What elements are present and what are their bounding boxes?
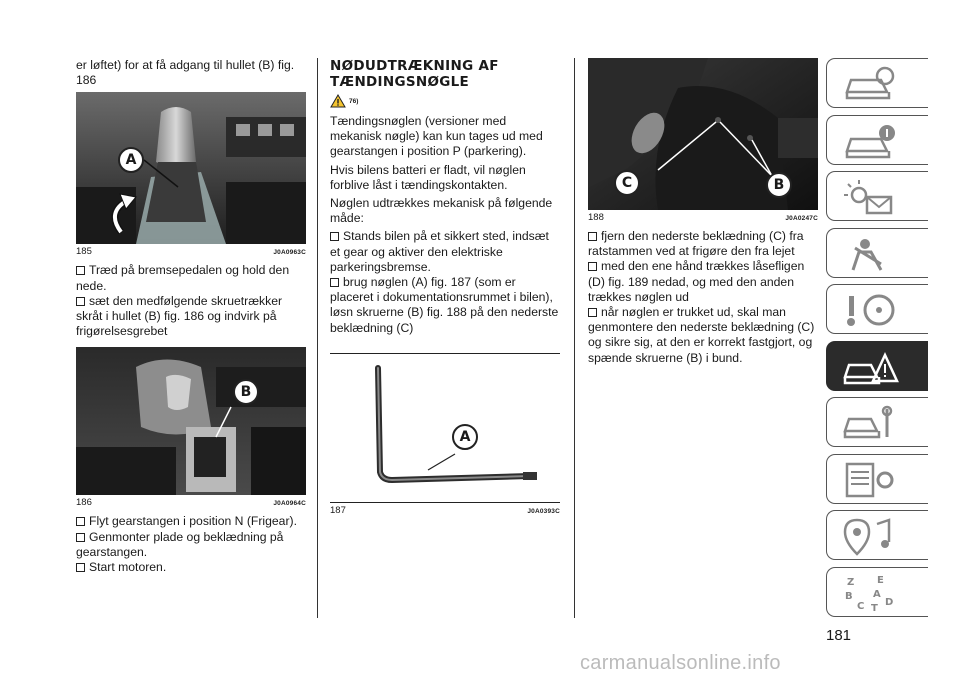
checkbox-bullet-icon [76,266,85,275]
column-divider [317,58,318,618]
figure-188-photo [588,58,818,210]
checkbox-bullet-icon [588,308,597,317]
figure-number: 185 [76,246,92,258]
figure-185-caption [76,246,306,257]
index-letter: Z [847,576,855,588]
gear-shift-photo [76,92,306,244]
page-number: 181 [826,627,852,644]
figure-code: J0A0247C [785,215,818,222]
step-item: når nøglen er trukket ud, skal man genmontere den nederste beklædning (C) og sikre sig, at den er korrekt fastgjort, og spænde skruerne (B) i bund. [588,305,815,365]
figure-code: J0A0964C [273,500,306,508]
checkbox-bullet-icon [588,262,597,271]
column-divider [574,58,575,618]
index-letter: T [871,602,878,613]
checkbox-bullet-icon [76,517,85,526]
warning-triangle-icon [330,94,346,108]
checkbox-bullet-icon [588,232,597,241]
tab-safety[interactable] [826,228,928,278]
technical-data-icon [841,460,901,500]
index-letter: D [885,596,894,608]
watermark-text: carmanualsonline.info [580,652,781,674]
step-item: Genmonter plade og beklædning på gearstangen. [76,529,284,559]
car-search-icon [841,64,901,104]
index-letter: A [873,588,881,600]
step-item: Stands bilen på et sikkert sted, indsæt et gear og aktiver den elektriske parkeringsbremse. [330,229,549,274]
tab-multimedia[interactable] [826,510,928,560]
section-heading: NØDUDTRÆKNING AF TÆNDINGSNØGLE [330,58,499,90]
checkbox-bullet-icon [330,232,339,241]
callout-a: A [118,147,144,173]
car-info-icon [841,121,901,161]
tab-index[interactable] [826,567,928,617]
emergency-icon [841,347,901,387]
figure-188-caption [588,212,818,223]
figure-185-photo [76,92,306,244]
index-icon [841,573,901,613]
tab-maintenance[interactable] [826,397,928,447]
step-item: sæt den medfølgende skruetrækker skråt i hullet (B) fig. 186 og indvirk på frigørelsesgrebet [76,293,283,339]
figure-186-caption [76,497,306,508]
intro-text: er løftet) for at få adgang til hullet (B) fig. 186 [76,58,295,88]
callout-c: C [614,170,640,196]
index-letter: B [845,590,853,602]
step-item: fjern den nederste beklædning (C) fra ratstammen ved at frigøre den fra lejet [588,229,804,259]
step-item: Træd på bremsepedalen og hold den nede. [76,263,290,293]
figure-187-image [330,354,560,502]
paragraph: Tændingsnøglen (versioner med mekanisk nøgle) kan kun tages ud med gearstangen i position P (parkering). [330,114,543,159]
checkbox-bullet-icon [76,533,85,542]
tab-emergency[interactable] [826,341,928,391]
figure-code: J0A0393C [527,507,560,515]
step-item: Flyt gearstangen i position N (Frigear). [76,514,306,529]
tab-warning-lights[interactable] [826,171,928,221]
figure-number: 187 [330,504,346,516]
column-2 [330,58,560,522]
figure-number: 186 [76,497,92,509]
checkbox-bullet-icon [76,563,85,572]
chapter-tabs [826,58,928,623]
tab-car-knowledge[interactable] [826,58,928,108]
checkbox-bullet-icon [330,278,339,287]
warning-ref-number: 76) [349,97,359,105]
figure-bottom-rule [330,502,560,503]
warning-reference [330,94,560,108]
tab-dashboard[interactable] [826,115,928,165]
index-letter: C [857,600,865,612]
step-item: Start motoren. [76,560,306,575]
paragraph: Hvis bilens batteri er fladt, vil nøglen forblive låst i tændingskontakten. [330,162,526,192]
column-1 [76,58,306,575]
warning-lights-icon [841,177,901,217]
column-3 [588,58,818,366]
step-item: brug nøglen (A) fig. 187 (som er placeret i dokumentationsrummet i bilen), løsn skruerne (B) fig. 188 på den nederste beklædning (C) [330,275,559,335]
figure-number: 188 [588,212,604,223]
callout-b: B [233,379,259,405]
callout-a: A [452,424,478,450]
emergency-key-drawing [330,354,560,502]
figure-187-caption [330,505,560,516]
multimedia-icon [841,516,901,556]
index-letter: E [877,574,884,586]
tab-starting-driving[interactable] [826,284,928,334]
tab-technical-data[interactable] [826,454,928,504]
gear-plate-photo [76,347,306,495]
checkbox-bullet-icon [76,297,85,306]
paragraph: Nøglen udtrækkes mekanisk på følgende måde: [330,196,553,226]
safety-airbag-icon [841,234,901,274]
step-item: med den ene hånd trækkes låsefligen (D) fig. 189 nedad, og med den anden trækkes nøglen ud [588,259,805,304]
starting-driving-icon [841,290,901,330]
figure-code: J0A0963C [273,249,306,257]
callout-b: B [766,172,792,198]
figure-186-photo [76,347,306,495]
maintenance-icon [841,403,901,443]
